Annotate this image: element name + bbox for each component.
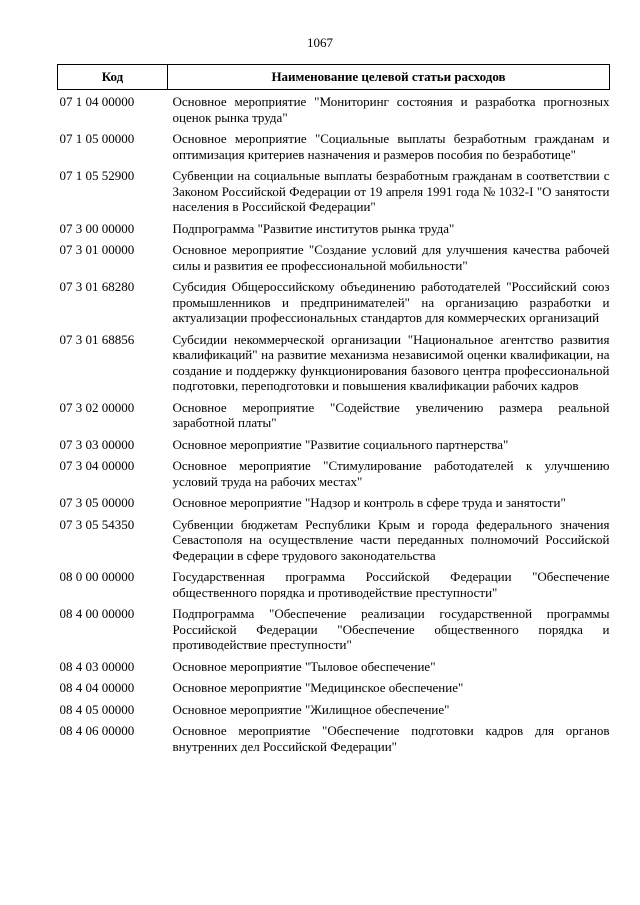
row-name: Субсидия Общероссийскому объединению работодателей "Российский союз промышленников и предпринимателей" на организацию разработки и актуализации профессиональных стандартов для коммерческих организаций (172, 279, 610, 325)
row-code: 07 3 02 00000 (59, 399, 135, 415)
row-code: 08 4 00 00000 (59, 606, 135, 621)
row-name: Основное мероприятие "Медицинское обеспечение" (172, 680, 464, 695)
row-name: Основное мероприятие "Развитие социального партнерства" (172, 436, 509, 452)
row-name: Государственная программа Российской Федерации "Обеспечение общественного порядка и противодействие преступности" (172, 569, 610, 600)
row-code: 08 4 04 00000 (59, 680, 135, 695)
row-code: 07 3 00 00000 (59, 220, 135, 236)
table-row (58, 400, 610, 437)
row-code: 07 3 01 68856 (59, 331, 135, 347)
row-code: 07 1 04 00000 (59, 94, 135, 109)
row-code: 07 3 01 00000 (59, 242, 135, 257)
row-name: Субвенции бюджетам Республики Крым и города федерального значения Севастополя на осуществление части переданных полномочий Российской Федерации в сфере трудового законодательства (172, 516, 610, 563)
row-code: 07 1 05 00000 (59, 131, 135, 146)
row-name: Основное мероприятие "Социальные выплаты безработным гражданам и оптимизация критериев назначения и размеров пособия по безработице" (172, 131, 610, 162)
row-code: 07 3 01 68280 (59, 279, 135, 294)
row-code: 08 0 00 00000 (59, 569, 135, 584)
table-row (58, 495, 610, 517)
row-name: Субвенции на социальные выплаты безработным гражданам в соответствии с Законом Российской Федерации от 19 апреля 1991 года № 1032-I "О занятости населения в Российской Федерации" (172, 168, 610, 214)
row-code: 07 3 05 54350 (59, 516, 135, 532)
page-number: 1067 (307, 35, 333, 50)
row-code: 07 3 05 00000 (59, 495, 135, 510)
table-header-row (58, 65, 610, 90)
row-code: 07 1 05 52900 (59, 168, 135, 183)
row-name: Основное мероприятие "Тыловое обеспечение" (172, 658, 436, 674)
row-name: Подпрограмма "Обеспечение реализации государственной программы Российской Федерации "Обеспечение общественного порядка и противодействие преступности" (172, 606, 610, 652)
row-name: Подпрограмма "Развитие институтов рынка труда" (172, 220, 455, 236)
table-row (58, 680, 610, 702)
table-row (58, 659, 610, 681)
table-row (58, 723, 610, 760)
table-row (58, 131, 610, 168)
table-row (58, 168, 610, 221)
row-name: Основное мероприятие "Обеспечение подготовки кадров для органов внутренних дел Российской Федерации" (172, 723, 610, 754)
row-code: 07 3 04 00000 (59, 458, 135, 473)
table-row (58, 458, 610, 495)
table-row (58, 517, 610, 570)
column-header-code: Код (58, 65, 168, 90)
row-code: 08 4 03 00000 (59, 658, 135, 674)
table-row (58, 606, 610, 659)
row-name: Основное мероприятие "Содействие увеличению размера реальной заработной платы" (172, 399, 610, 430)
row-code: 08 4 06 00000 (59, 723, 135, 738)
table-body (58, 90, 610, 761)
budget-table-container (57, 64, 609, 760)
row-name: Основное мероприятие "Мониторинг состояния и разработка прогнозных оценок рынка труда" (172, 94, 610, 125)
row-code: 07 3 03 00000 (59, 436, 135, 452)
column-header-name: Наименование целевой статьи расходов (168, 65, 610, 90)
table-row (58, 279, 610, 332)
budget-codes-table (57, 64, 610, 760)
row-name: Основное мероприятие "Стимулирование работодателей к улучшению условий труда на рабочих местах" (172, 458, 610, 489)
table-row (58, 437, 610, 459)
table-row (58, 90, 610, 132)
table-row (58, 332, 610, 400)
table-row (58, 221, 610, 243)
table-row (58, 242, 610, 279)
row-name: Основное мероприятие "Создание условий для улучшения качества рабочей силы и развития ее профессиональной мобильности" (172, 242, 610, 273)
row-code: 08 4 05 00000 (59, 701, 135, 717)
table-row (58, 569, 610, 606)
table-row (58, 702, 610, 724)
row-name: Основное мероприятие "Надзор и контроль в сфере труда и занятости" (172, 495, 566, 510)
row-name: Основное мероприятие "Жилищное обеспечение" (172, 701, 450, 717)
row-name: Субсидии некоммерческой организации "Национальное агентство развития квалификаций" на развитие механизма независимой оценки квалификации, на создание и поддержку функционирования базового центра профессиональной подготовки, переподготовки и повышения квалификации рабочих кадров (172, 331, 610, 393)
